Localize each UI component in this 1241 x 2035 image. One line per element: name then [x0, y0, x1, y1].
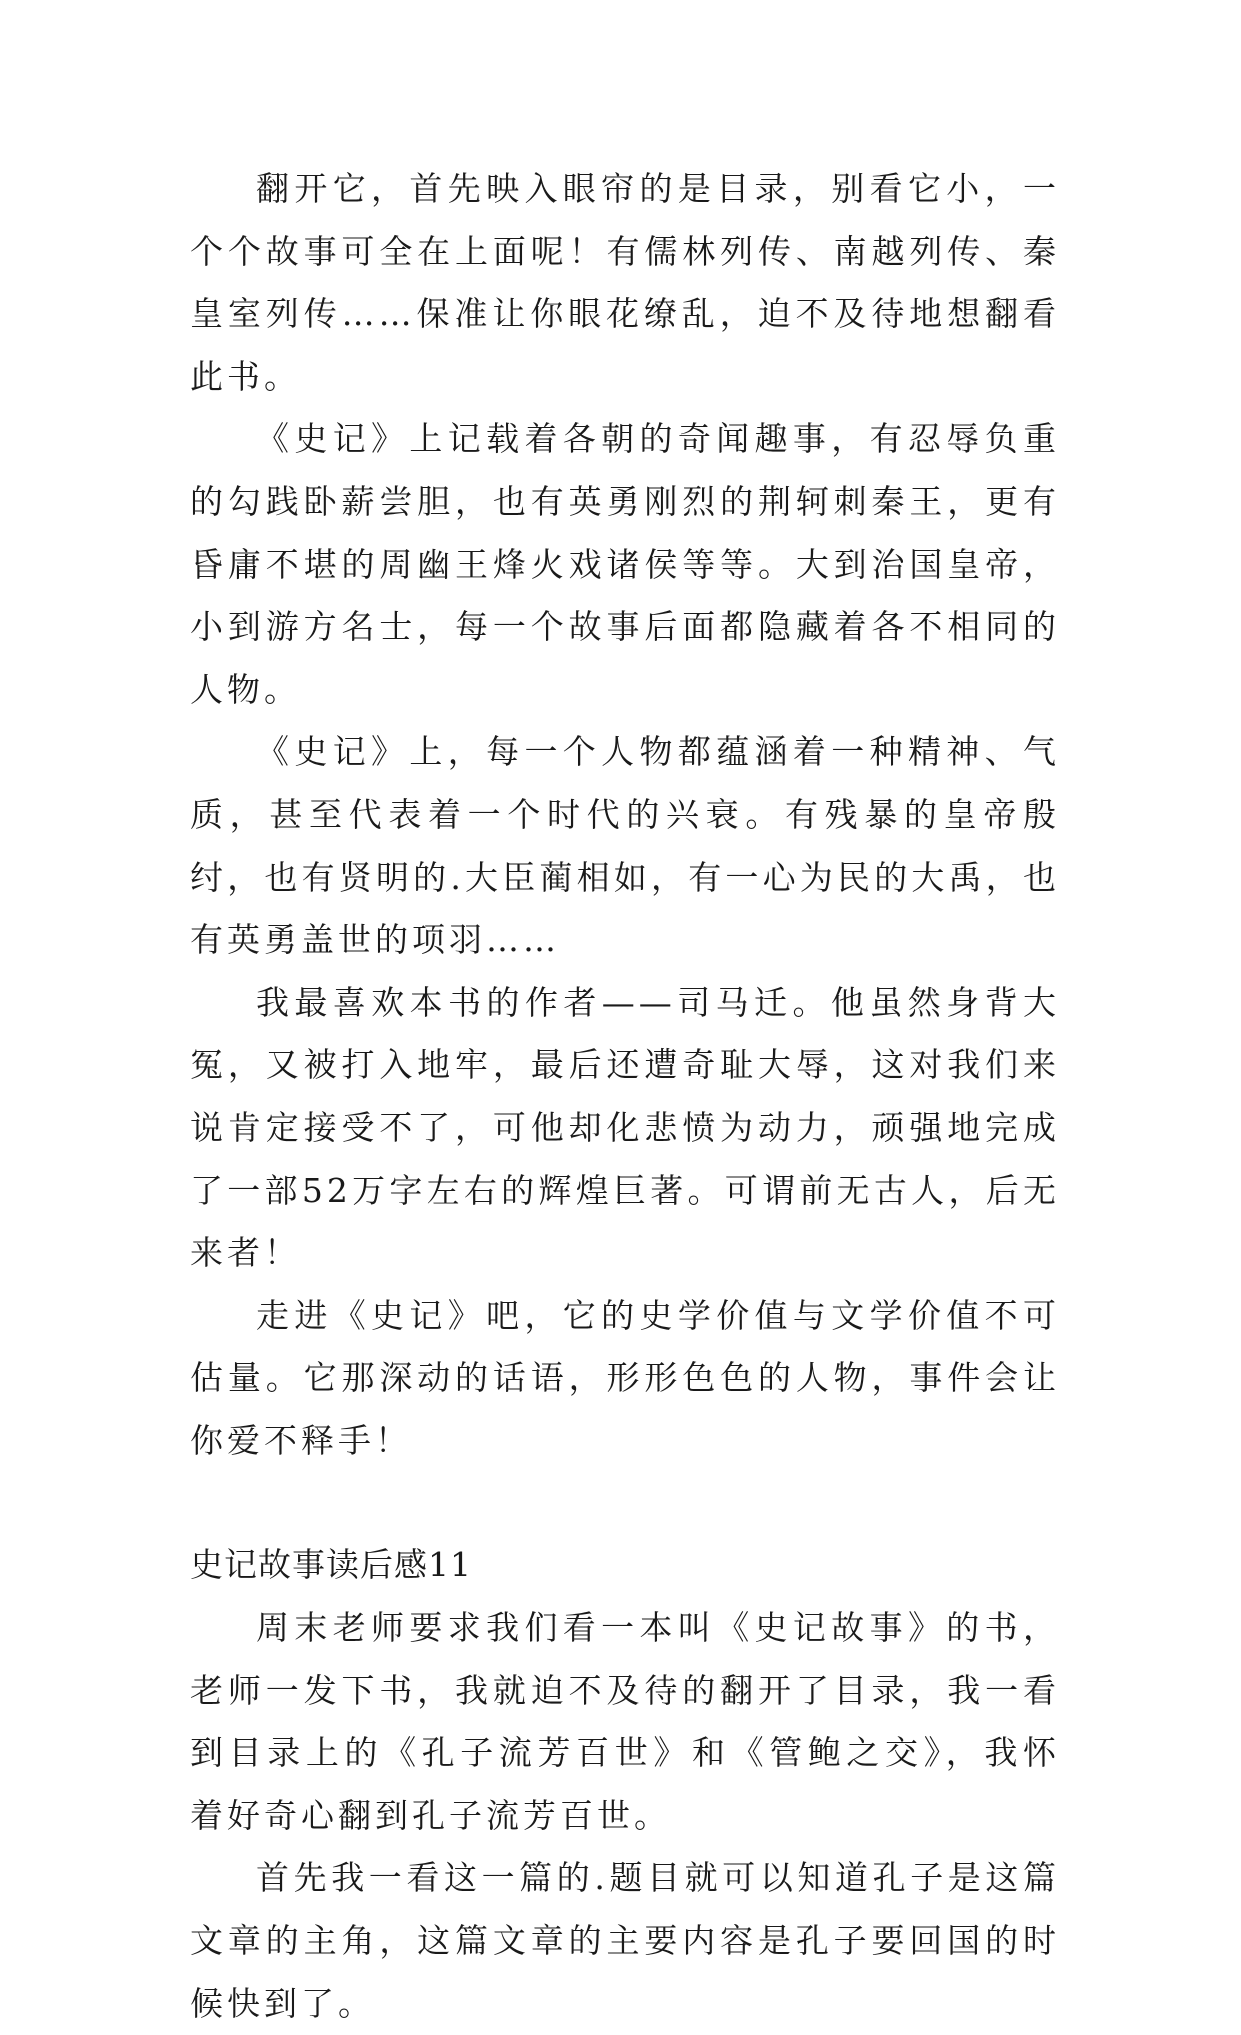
paragraph-table-of-contents: 翻开它，首先映入眼帘的是目录，别看它小，一个个故事可全在上面呢！有儒林列传、南越列传、秦皇室列传……保准让你眼花缭乱，迫不及待地想翻看此书。 — [190, 169, 1060, 396]
document-body — [190, 158, 1060, 2035]
section-title: 史记故事读后感11 — [190, 1545, 472, 1585]
paragraph-characters: 《史记》上，每一个人物都蕴涵着一种精神、气质，甚至代表着一个时代的兴衰。有残暴的皇帝殷纣，也有贤明的.大臣蔺相如，有一心为民的大禹，也有英勇盖世的项羽…… — [190, 732, 1060, 960]
paragraph-author: 我最喜欢本书的作者——司马迁。他虽然身背大冤，又被打入地牢，最后还遭奇耻大辱，这对我们来说肯定接受不了，可他却化悲愤为动力，顽强地完成了一部52万字左右的辉煌巨著。可谓前无古人，后无来者！ — [190, 982, 1060, 1273]
paragraph-anecdotes: 《史记》上记载着各朝的奇闻趣事，有忍辱负重的勾践卧薪尝胆，也有英勇刚烈的荆轲刺秦王，更有昏庸不堪的周幽王烽火戏诸侯等等。大到治国皇帝，小到游方名士，每一个故事后面都隐藏着各不相同的人物。 — [190, 419, 1060, 709]
paragraph-conclusion: 走进《史记》吧，它的史学价值与文学价值不可估量。它那深动的话语，形形色色的人物，事件会让你爱不释手！ — [190, 1295, 1060, 1460]
paragraph-confucius: 首先我一看这一篇的.题目就可以知道孔子是这篇文章的主角，这篇文章的主要内容是孔子要回国的时候快到了。 — [190, 1858, 1060, 2023]
paragraph-teacher-assignment: 周末老师要求我们看一本叫《史记故事》的书，老师一发下书，我就迫不及待的翻开了目录，我一看到目录上的《孔子流芳百世》和《管鲍之交》，我怀着好奇心翻到孔子流芳百世。 — [190, 1608, 1060, 1835]
